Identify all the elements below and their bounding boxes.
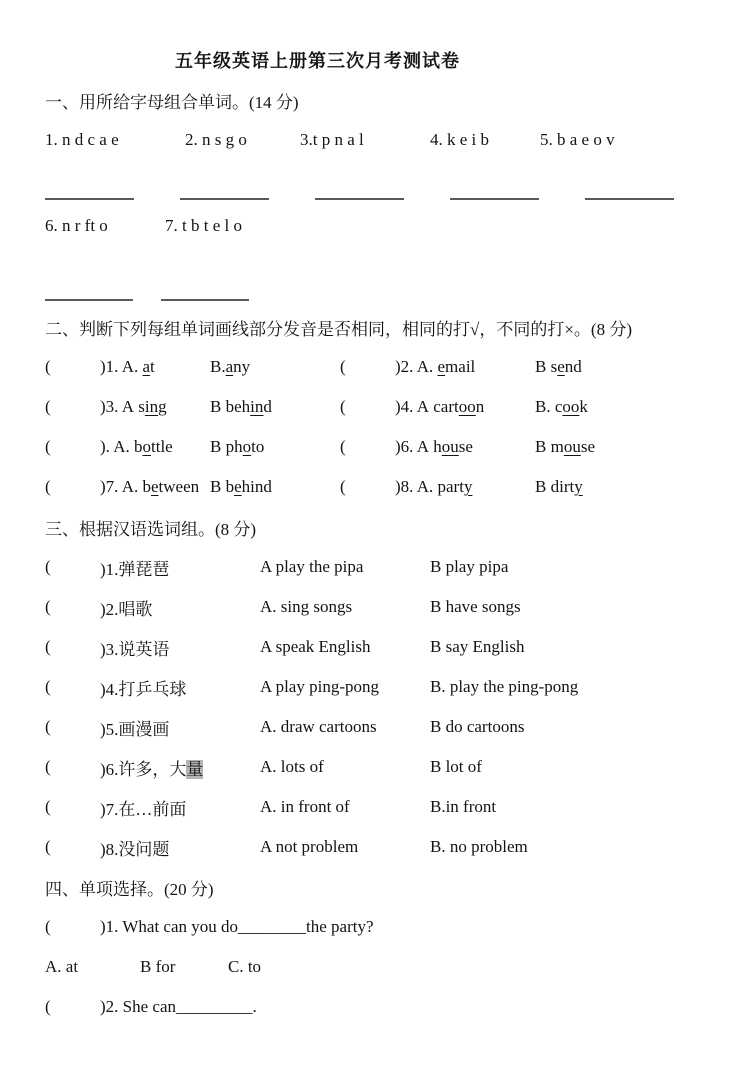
paren-open: (: [340, 437, 346, 456]
letters-item-3: 3.t p n a l: [300, 130, 364, 149]
option-a: A. at: [45, 957, 79, 976]
paren-open: (: [45, 357, 51, 376]
phonics-row-4: [0, 467, 754, 507]
paren-open: (: [45, 917, 51, 936]
chinese-phrase: )8.没问题: [100, 839, 170, 859]
option-c: C. to: [228, 957, 262, 976]
word: party: [437, 477, 473, 496]
phrase-row-5: [0, 707, 754, 747]
paren-open: (: [340, 477, 346, 496]
word: send: [550, 357, 582, 376]
word: behind: [225, 477, 272, 496]
option-b: B say English: [430, 637, 525, 656]
phonics-item-3b: B behind: [210, 397, 272, 416]
paren-open: (: [45, 837, 51, 856]
underlined-letters: oo: [562, 397, 580, 416]
choice-options-row: [0, 947, 754, 987]
underlined-letters: o: [242, 437, 252, 456]
phonics-item-3a: )3. A sing: [100, 397, 167, 416]
word: bottle: [134, 437, 173, 456]
phrase-row-8: [0, 827, 754, 867]
letters-item-5: 5. b a e o v: [540, 130, 615, 149]
section4-heading: 四、单项选择。(20 分): [45, 879, 214, 899]
highlighted-char: 量: [186, 759, 204, 779]
word: cook: [554, 397, 588, 416]
letters-item-6: 6. n r ft o: [45, 216, 108, 235]
answer-blank: [450, 198, 539, 200]
word: dirty: [550, 477, 583, 496]
phonics-item-4a: )4. A cartoon: [395, 397, 485, 416]
underlined-letters: e: [151, 477, 159, 496]
option-a: A. in front of: [260, 797, 350, 816]
choice-question-2: [0, 987, 754, 1027]
option-b: B do cartoons: [430, 717, 525, 736]
word: mouse: [550, 437, 595, 456]
paren-open: (: [45, 597, 51, 616]
phonics-row-3: [0, 427, 754, 467]
chinese-phrase: )1.弹琵琶: [100, 559, 170, 579]
answer-blank: [315, 198, 404, 200]
phonics-item-8b: B dirty: [535, 477, 583, 496]
phonics-item-6b: B mouse: [535, 437, 595, 456]
word: any: [225, 357, 251, 376]
option-b: B play pipa: [430, 557, 509, 576]
paren-open: (: [45, 477, 51, 496]
phonics-item-6a: )6. A house: [395, 437, 473, 456]
question-text: )1. What can you do________the party?: [100, 917, 374, 936]
option-b: B. play the ping-pong: [430, 677, 579, 696]
title-row: [0, 40, 754, 80]
underlined-letters: ou: [441, 437, 459, 456]
section1-answer-blanks-row1: [0, 160, 754, 206]
phonics-item-1b: B.any: [210, 357, 251, 376]
paren-open: (: [45, 717, 51, 736]
phrase-row-6: [0, 747, 754, 787]
answer-blank: [161, 299, 249, 301]
chinese-phrase: )2.唱歌: [100, 599, 153, 619]
phrase-row-3: [0, 627, 754, 667]
answer-blank: [180, 198, 269, 200]
phonics-row-2: [0, 387, 754, 427]
underlined-letters: a: [225, 357, 234, 376]
word: cartoon: [433, 397, 485, 416]
word: house: [433, 437, 473, 456]
section1-items-row1: [0, 120, 754, 160]
paren-open: (: [45, 677, 51, 696]
letters-item-1: 1. n d c a e: [45, 130, 119, 149]
phonics-item-5b: B photo: [210, 437, 265, 456]
option-b: B for: [140, 957, 176, 976]
paren-open: (: [45, 397, 51, 416]
word: email: [437, 357, 476, 376]
option-a: A. lots of: [260, 757, 324, 776]
phrase-row-7: [0, 787, 754, 827]
underlined-letters: in: [144, 397, 159, 416]
chinese-phrase: )3.说英语: [100, 639, 170, 659]
phonics-item-2b: B send: [535, 357, 582, 376]
phonics-item-7b: B behind: [210, 477, 272, 496]
word: at: [142, 357, 155, 376]
phonics-item-5a: ). A. bottle: [100, 437, 173, 456]
word: photo: [225, 437, 265, 456]
underlined-letters: e: [557, 357, 565, 376]
paren-open: (: [45, 557, 51, 576]
option-a: A play the pipa: [260, 557, 364, 576]
phrase-row-4: [0, 667, 754, 707]
letters-item-2: 2. n s g o: [185, 130, 247, 149]
underlined-letters: e: [234, 477, 242, 496]
chinese-phrase: )7.在…前面: [100, 799, 187, 819]
paren-open: (: [45, 437, 51, 456]
chinese-phrase: )4.打乒乓球: [100, 679, 187, 699]
section3-heading: 三、根据汉语选词组。(8 分): [45, 519, 257, 539]
underlined-letters: y: [463, 477, 473, 496]
underlined-letters: in: [250, 397, 264, 416]
underlined-letters: ou: [563, 437, 581, 456]
underlined-letters: o: [142, 437, 151, 456]
paren-open: (: [45, 637, 51, 656]
phonics-row-1: [0, 347, 754, 387]
option-a: A play ping-pong: [260, 677, 379, 696]
option-b: B.in front: [430, 797, 497, 816]
section1-answer-blanks-row2: [0, 246, 754, 307]
phrase-row-2: [0, 587, 754, 627]
chinese-phrase: )6.许多，大量: [100, 759, 204, 779]
underlined-letters: y: [574, 477, 583, 496]
underlined-letters: e: [437, 357, 446, 376]
phonics-item-8a: )8. A. party: [395, 477, 473, 496]
section2-heading: 二、判断下列每组单词画线部分发音是否相同，相同的打√，不同的打×。(8 分): [45, 319, 632, 339]
phonics-item-1a: )1. A. at: [100, 357, 155, 376]
phrase-row-1: [0, 547, 754, 587]
paren-open: (: [45, 757, 51, 776]
chinese-phrase: )5.画漫画: [100, 719, 170, 739]
answer-blank: [45, 299, 133, 301]
question-text: )2. She can_________.: [100, 997, 257, 1016]
section1-heading: 一、用所给字母组合单词。(14 分): [45, 92, 299, 112]
paren-open: (: [340, 357, 346, 376]
word: behind: [225, 397, 272, 416]
section1-items-row2: [0, 206, 754, 246]
page-title: 五年级英语上册第三次月考测试卷: [175, 51, 460, 71]
answer-blank: [45, 198, 134, 200]
paren-open: (: [45, 997, 51, 1016]
letters-item-7: 7. t b t e l o: [165, 216, 242, 235]
option-a: A speak English: [260, 637, 371, 656]
option-b: B have songs: [430, 597, 521, 616]
option-a: A not problem: [260, 837, 359, 856]
phonics-item-2a: )2. A. email: [395, 357, 476, 376]
choice-question-1: [0, 907, 754, 947]
phonics-item-4b: B. cook: [535, 397, 588, 416]
letters-item-4: 4. k e i b: [430, 130, 490, 149]
paren-open: (: [45, 797, 51, 816]
option-b: B. no problem: [430, 837, 528, 856]
phonics-item-7a: )7. A. between: [100, 477, 200, 496]
word: sing: [138, 397, 167, 416]
word: between: [142, 477, 200, 496]
answer-blank: [585, 198, 674, 200]
paren-open: (: [340, 397, 346, 416]
option-b: B lot of: [430, 757, 482, 776]
option-a: A. draw cartoons: [260, 717, 377, 736]
underlined-letters: a: [142, 357, 151, 376]
underlined-letters: oo: [458, 397, 476, 416]
option-a: A. sing songs: [260, 597, 353, 616]
